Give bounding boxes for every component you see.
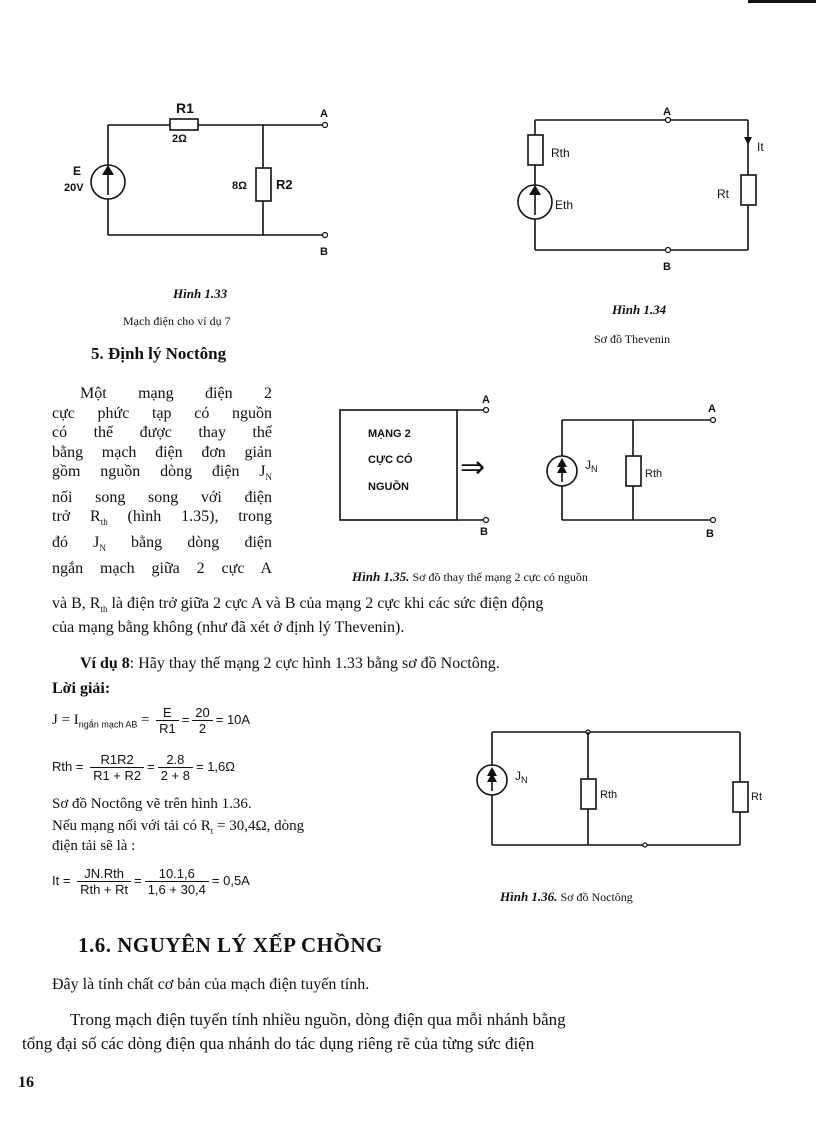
fig136-caption: Hình 1.36. Sơ đồ Noctông [500,889,633,904]
fig134-node-a: A [663,106,671,118]
fig136-rth: Rth [600,789,618,801]
fig135-node-b-right: B [706,528,714,540]
section-5-paragraph-narrow [52,384,272,578]
para-line: nối song song với điện [52,488,272,506]
para-line: đó $J_N$ bằng dòng điện [52,533,272,554]
fig136-rt: Rt [751,791,762,803]
fig133-node-b: B [320,246,328,258]
section-1-6-heading: 1.6. NGUYÊN LÝ XẾP CHỒNG [78,933,383,957]
fig135-jn: $J_N$ [585,458,598,474]
para-line: trở $R_{th}$ (hình 1.35), trong [52,508,273,528]
para-line: bằng mạch điện đơn giản [52,443,272,461]
figure-1-36-norton [470,720,770,865]
example-8-load-line-2: điện tải sẽ là : [52,838,136,854]
fig134-caption-text: Sơ đồ Thevenin [594,332,671,346]
fig135-box-line: MẠNG 2 [368,428,411,440]
para-line: cực phức tạp có nguồn [52,404,272,422]
example-8-drawn-line: Sơ đồ Noctông vẽ trên hình 1.36. [52,796,252,812]
fig134-it: It [757,140,764,154]
fig135-box-line: NGUỒN [368,481,409,493]
example-8-solution-label: Lời giải: [52,680,111,697]
equation-it: It = $\frac{\text{JN.Rth}}{\text{Rth + Rt}}$ = $\frac{10.1,6}{1,6 + 30,4}$ = 0,5A [52,866,250,897]
fig135-caption: Hình 1.35. Sơ đồ thay thế mạng 2 cực có nguồn [352,569,588,584]
para-line: có thể được thay thế [52,424,272,441]
fig133-caption-text: Mạch điện cho ví dụ 7 [123,314,231,328]
fig135-arrow: ⇒ [460,451,486,484]
fig133-node-a: A [320,108,328,120]
section-1-6-line-2: Trong mạch điện tuyến tính nhiều nguồn, dòng điện qua mỗi nhánh bằng [70,1010,566,1029]
fig133-r1-value: 2Ω [172,133,187,145]
fig133-r1-label: R1 [176,100,194,116]
para-line: ngắn mạch giữa 2 cực A [52,559,272,577]
figure-1-33-circuit [60,95,350,258]
fig135-node-a-right: A [708,403,716,415]
section-5-heading: 5. Định lý Noctông [91,344,227,363]
fig136-jn: $J_N$ [515,769,528,785]
example-8-statement: Ví dụ 8: Hãy thay thế mạng 2 cực hình 1.33 bằng sơ đồ Noctông. [80,655,500,672]
fig135-node-a-left: A [482,394,490,406]
section-1-6-line-3: tổng đại số các dòng điện qua nhánh do tác dụng riêng rẽ của từng sức điện [22,1034,535,1053]
fig133-e-value: 20V [64,182,84,194]
top-rule [748,0,816,3]
section-5-full-line-2: của mạng bằng không (như đã xét ở định lý Thevenin). [52,619,405,636]
fig135-box-line: CỰC CÓ [368,454,413,466]
page-number: 16 [18,1074,34,1091]
fig134-rt: Rt [717,187,729,201]
fig135-node-b-left: B [480,526,488,538]
fig134-rth: Rth [551,146,570,160]
equation-j: $J = I_{ngắn mạch AB}$ = $\frac{E}{R1}$ = $\frac{20}{2}$ = 10A [52,705,251,736]
fig133-e-label: E [73,164,82,178]
fig134-node-b: B [663,261,671,273]
fig134-caption-title: Hình 1.34 [612,302,667,317]
fig133-caption-title: Hình 1.33 [173,286,228,301]
para-line: gồm nguồn dòng điện $J_N$ [52,463,272,483]
figure-1-34-thevenin [505,105,785,275]
para-line: Một mạng điện 2 [80,385,272,402]
fig134-eth: Eth [555,198,574,212]
figure-1-35-replacement [330,395,730,545]
fig133-r2-value: 8Ω [232,180,247,192]
equation-rth: Rth = $\frac{R1R2}{R1 + R2}$ = $\frac{2.8}{2 + 8}$ = 1,6Ω [52,752,235,783]
fig135-rth: Rth [645,468,663,480]
example-8-load-line-1: Nếu mạng nối với tải có $R_t = 30,4\Omega$, dòng [52,818,305,836]
section-1-6-line-1: Đây là tính chất cơ bản của mạch điện tuyến tính. [52,976,370,993]
fig133-r2-label: R2 [276,177,293,192]
section-5-full-line-1: và B, $R_{th}$ là điện trở giữa 2 cực A và B của mạng 2 cực khi các sức điện động [52,595,544,615]
